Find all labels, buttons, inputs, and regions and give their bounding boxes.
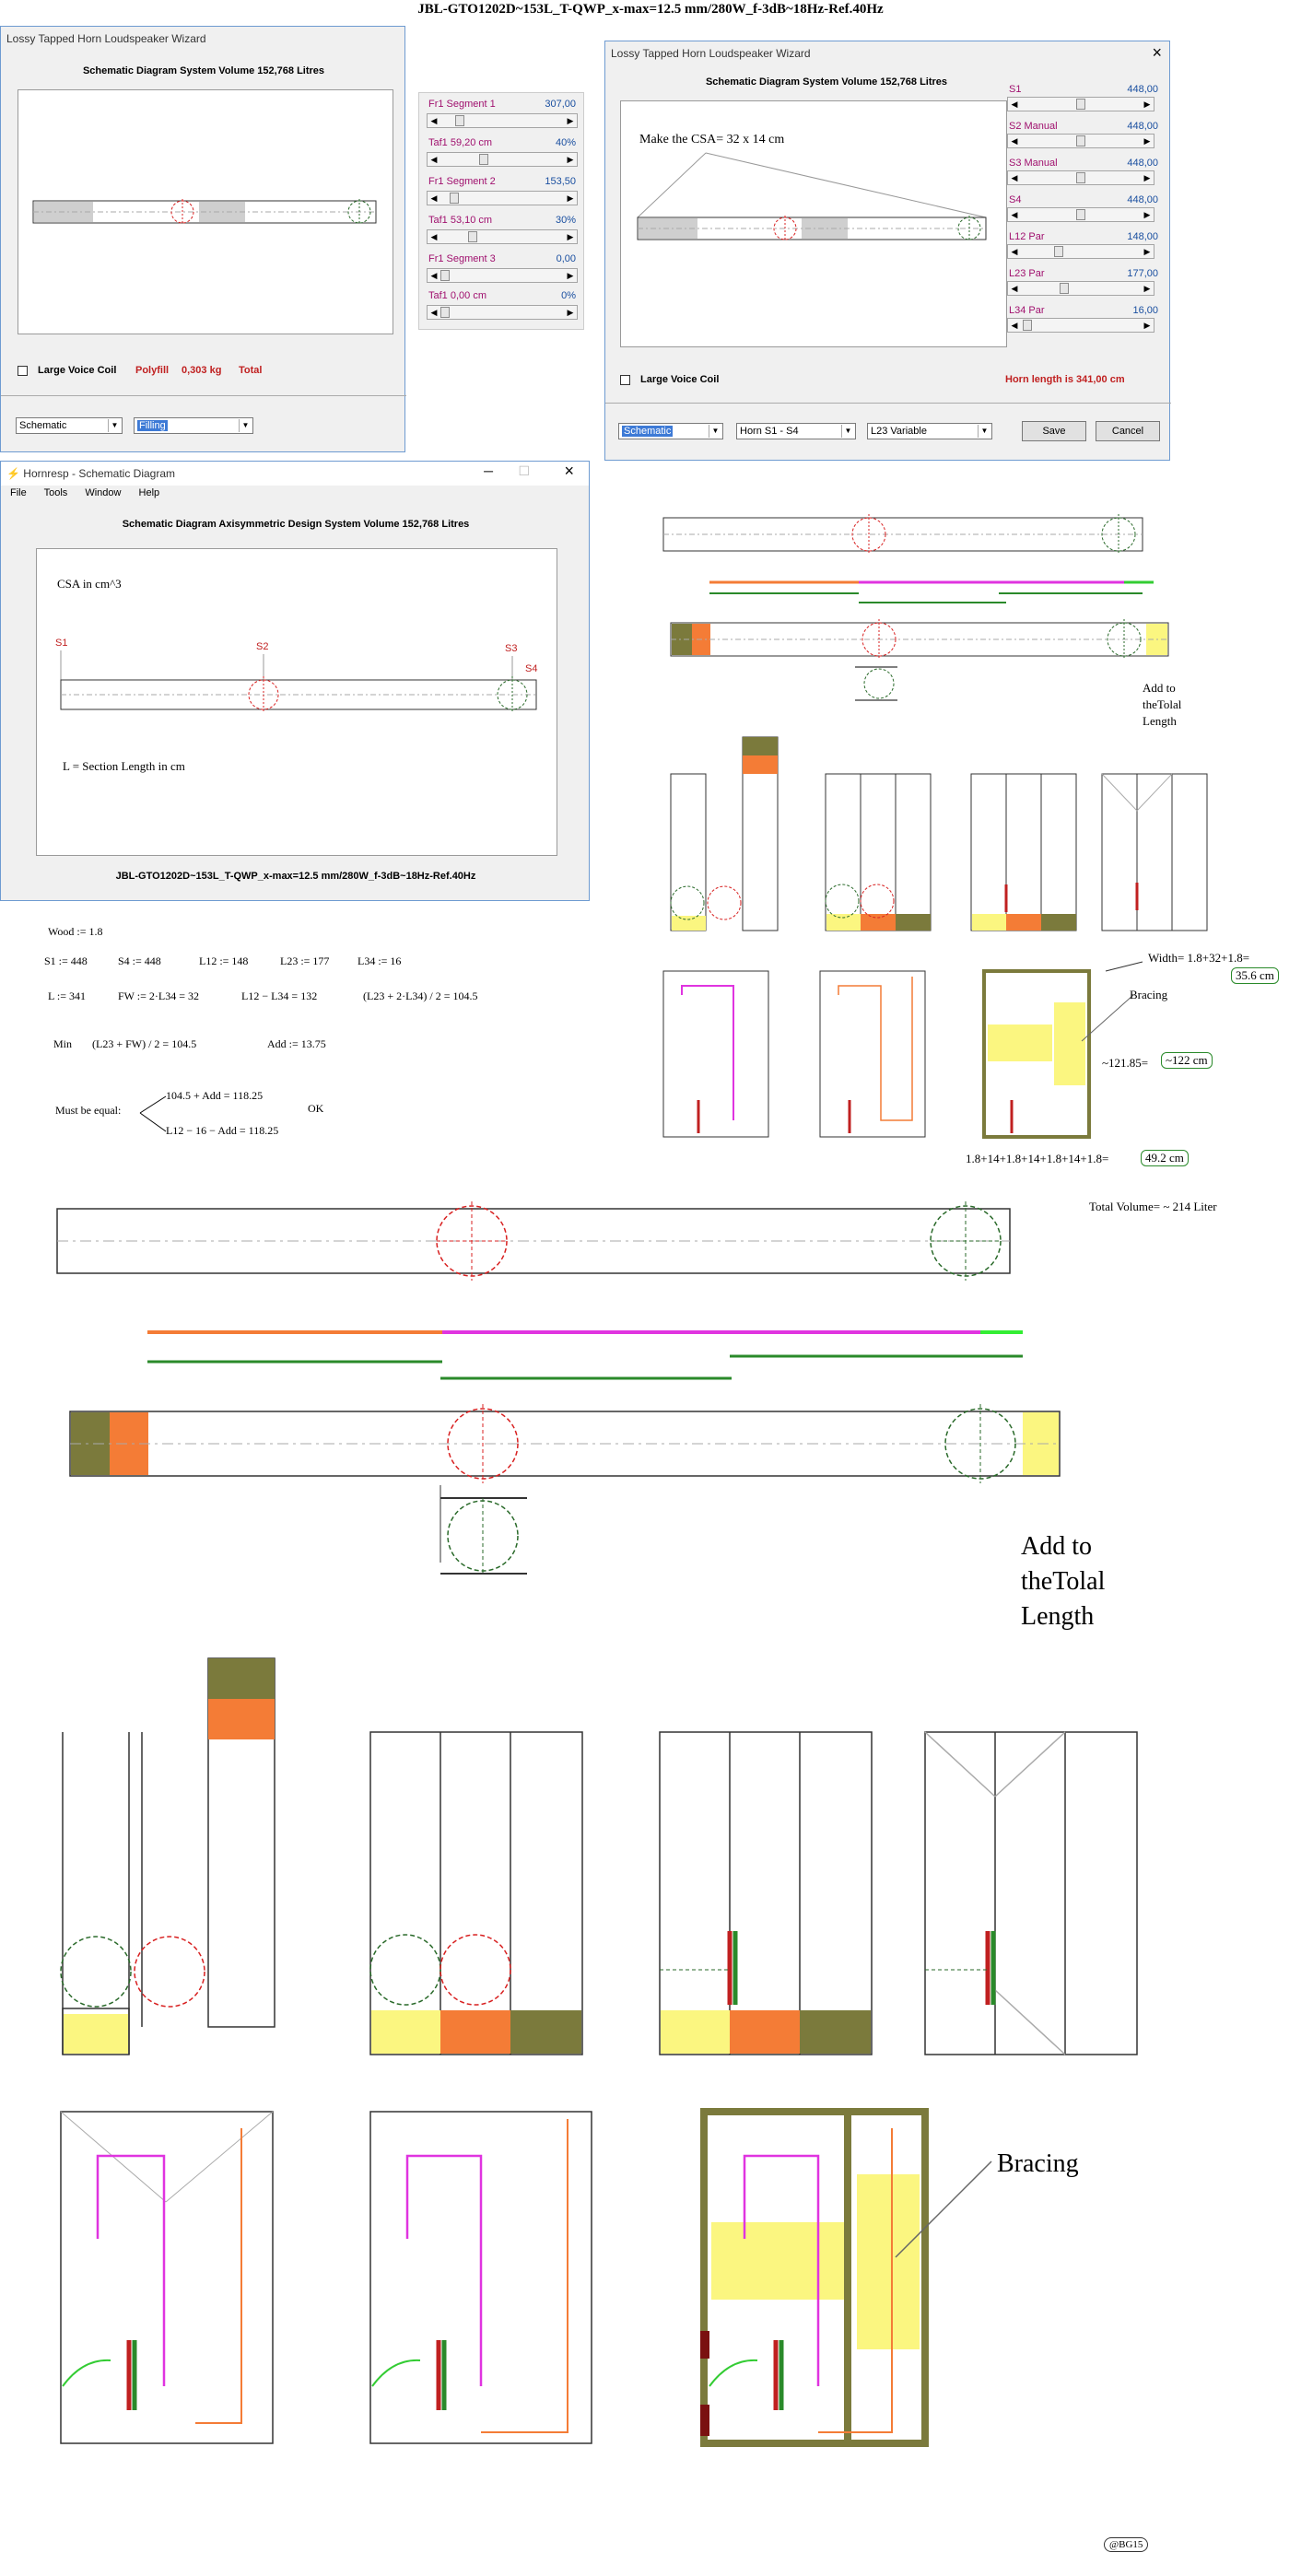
chevron-down-icon: ▼ <box>239 419 252 432</box>
hornresp-window <box>0 461 590 901</box>
wizard-window-2 <box>604 41 1170 461</box>
wizard-window-1 <box>0 26 405 452</box>
param-s3-label: S3 Manual <box>1009 158 1058 169</box>
horn-length-text: Horn length is 341,00 cm <box>1005 374 1125 385</box>
segment-3-value: 0,00 <box>556 253 576 264</box>
param-l12-value: 148,00 <box>1127 231 1158 242</box>
window-title-bar <box>1 462 589 486</box>
combo-value: Schematic <box>624 426 672 437</box>
params-panel <box>1007 84 1162 360</box>
menu-help[interactable]: Help <box>138 487 160 498</box>
add-to-total-line: theTolal <box>1021 1567 1106 1596</box>
separator <box>605 403 1171 404</box>
schematic-svg <box>37 549 557 855</box>
width-expression: Width= 1.8+32+1.8= <box>1148 951 1250 965</box>
width-value: 35.6 cm <box>1231 967 1279 984</box>
large-voice-coil-label: Large Voice Coil <box>640 374 720 385</box>
polyfill-value: 0,303 kg <box>182 365 222 376</box>
taf-1-slider[interactable]: ◀ ▶ <box>427 152 578 167</box>
calc-l23: L23 := 177 <box>280 954 330 967</box>
calc-l12m: L12 − L34 = 132 <box>241 989 318 1002</box>
depth-expression: 1.8+14+1.8+14+1.8+14+1.8= <box>966 1152 1109 1165</box>
chevron-down-icon: ▼ <box>841 425 854 438</box>
calc-s1: S1 := 448 <box>44 954 88 967</box>
calc-equal-label: Must be equal: <box>55 1104 122 1117</box>
add-to-total-line: Add to <box>1143 681 1176 695</box>
filling-combo[interactable] <box>134 417 253 434</box>
cancel-button[interactable]: Cancel <box>1096 421 1160 441</box>
schematic-svg <box>18 90 393 334</box>
param-s1-value: 448,00 <box>1127 84 1158 95</box>
add-to-total-large <box>1021 1529 1105 1634</box>
section-length-note: L = Section Length in cm <box>63 759 185 773</box>
segment-1-slider[interactable]: ◀ ▶ <box>427 113 578 128</box>
bracing-label-large: Bracing <box>997 2149 1079 2178</box>
add-to-total-line: Add to <box>1021 1532 1092 1561</box>
chevron-down-icon: ▼ <box>108 419 121 432</box>
calc-frac: (L23 + 2·L34) / 2 = 104.5 <box>363 989 478 1002</box>
param-s4-slider[interactable]: ◀ ▶ <box>1007 207 1154 222</box>
chevron-down-icon: ▼ <box>709 425 721 438</box>
diagram-heading: Schematic Diagram System Volume 152,768 Litres <box>705 76 948 88</box>
label-s1: S1 <box>55 638 68 649</box>
save-button[interactable]: Save <box>1022 421 1086 441</box>
label-s2: S2 <box>256 641 269 652</box>
label-s4: S4 <box>525 663 538 674</box>
calc-l34: L34 := 16 <box>357 954 402 967</box>
menu-bar <box>10 487 174 498</box>
segment-3-slider[interactable]: ◀ ▶ <box>427 268 578 283</box>
large-drawings-svg <box>0 1198 1301 2488</box>
segment-panel <box>418 92 584 330</box>
taf-3-label: Taf1 0,00 cm <box>428 290 486 301</box>
schematic-panel <box>620 100 1007 347</box>
combo-value: Filling <box>139 420 166 431</box>
minimize-icon[interactable]: ─ <box>484 463 493 478</box>
footer-title: JBL-GTO1202D~153L_T-QWP_x-max=12.5 mm/280W_f-3dB~18Hz-Ref.40Hz <box>115 871 476 882</box>
taf-3-slider[interactable]: ◀ ▶ <box>427 305 578 320</box>
taf-1-label: Taf1 59,20 cm <box>428 137 493 148</box>
param-s2-label: S2 Manual <box>1009 121 1058 132</box>
segment-2-value: 153,50 <box>545 176 576 187</box>
chevron-down-icon: ▼ <box>978 425 990 438</box>
height-expression: ~121.85= <box>1102 1056 1149 1070</box>
separator <box>1 395 406 396</box>
combo-value: Schematic <box>19 420 67 431</box>
combo-value: Horn S1 - S4 <box>740 426 799 437</box>
calc-l12: L12 := 148 <box>199 954 249 967</box>
add-to-total-line: Length <box>1143 714 1177 728</box>
horn-combo[interactable] <box>736 423 856 439</box>
taf-3-value: 0% <box>561 290 576 301</box>
param-l34-label: L34 Par <box>1009 305 1045 316</box>
add-to-total-line: theTolal <box>1143 697 1182 711</box>
large-voice-coil-checkbox[interactable] <box>18 366 28 376</box>
menu-window[interactable]: Window <box>85 487 122 498</box>
param-s3-slider[interactable]: ◀ ▶ <box>1007 170 1154 185</box>
param-l12-slider[interactable]: ◀ ▶ <box>1007 244 1154 259</box>
param-s4-value: 448,00 <box>1127 194 1158 205</box>
combo-value: L23 Variable <box>871 426 927 437</box>
polyfill-total: Total <box>239 365 263 376</box>
segment-1-label: Fr1 Segment 1 <box>428 99 496 110</box>
param-l34-value: 16,00 <box>1132 305 1158 316</box>
view-combo[interactable] <box>618 423 723 439</box>
param-l23-value: 177,00 <box>1127 268 1158 279</box>
schematic-panel <box>36 548 557 856</box>
small-drawings-svg <box>645 498 1290 1198</box>
calc-min-expr: (L23 + FW) / 2 = 104.5 <box>92 1037 197 1050</box>
diagram-heading: Schematic Diagram System Volume 152,768 Litres <box>82 65 325 76</box>
view-combo[interactable] <box>16 417 123 434</box>
schematic-svg <box>621 101 1006 346</box>
menu-file[interactable]: File <box>10 487 27 498</box>
page-title: JBL-GTO1202D~153L_T-QWP_x-max=12.5 mm/280W_f-3dB~18Hz-Ref.40Hz <box>417 2 884 17</box>
taf-1-value: 40% <box>555 137 576 148</box>
calc-wood: Wood := 1.8 <box>48 925 103 938</box>
window-title: Hornresp - Schematic Diagram <box>23 467 176 480</box>
height-value: ~122 cm <box>1161 1052 1213 1069</box>
close-icon[interactable]: × <box>1152 43 1162 62</box>
csa-annotation: Make the CSA= 32 x 14 cm <box>639 133 785 146</box>
param-l23-label: L23 Par <box>1009 268 1045 279</box>
calc-min-label: Min <box>53 1037 73 1050</box>
param-s1-label: S1 <box>1009 84 1022 95</box>
window-title: Lossy Tapped Horn Loudspeaker Wizard <box>611 47 811 60</box>
l23-combo[interactable] <box>867 423 992 439</box>
calc-l: L := 341 <box>48 989 86 1002</box>
schematic-panel <box>18 89 393 334</box>
polyfill-label: Polyfill <box>135 365 170 376</box>
window-title: Lossy Tapped Horn Loudspeaker Wizard <box>6 32 206 45</box>
segment-3-label: Fr1 Segment 3 <box>428 253 496 264</box>
param-l34-slider[interactable]: ◀ ▶ <box>1007 318 1154 333</box>
segment-2-slider[interactable]: ◀ ▶ <box>427 191 578 205</box>
close-icon[interactable]: × <box>564 462 574 480</box>
total-volume: Total Volume= ~ 214 Liter <box>1089 1200 1217 1213</box>
depth-value: 49.2 cm <box>1141 1150 1189 1166</box>
param-s2-value: 448,00 <box>1127 121 1158 132</box>
param-l12-label: L12 Par <box>1009 231 1045 242</box>
segment-1-value: 307,00 <box>545 99 576 110</box>
menu-tools[interactable]: Tools <box>43 487 68 498</box>
calc-s4: S4 := 448 <box>118 954 161 967</box>
segment-2-label: Fr1 Segment 2 <box>428 176 496 187</box>
param-s3-value: 448,00 <box>1127 158 1158 169</box>
app-icon: ⚡ <box>6 467 20 480</box>
param-l23-slider[interactable]: ◀ ▶ <box>1007 281 1154 296</box>
label-s3: S3 <box>505 643 518 654</box>
signature-badge: @BG15 <box>1104 2537 1148 2552</box>
param-s2-slider[interactable]: ◀ ▶ <box>1007 134 1154 148</box>
diagram-heading: Schematic Diagram Axisymmetric Design System Volume 152,768 Litres <box>122 519 470 530</box>
large-voice-coil-label: Large Voice Coil <box>38 365 117 376</box>
calc-ok: OK <box>308 1102 324 1115</box>
maximize-icon[interactable]: ☐ <box>518 463 530 478</box>
calc-add: Add := 13.75 <box>267 1037 326 1050</box>
calc-eq1: 104.5 + Add = 118.25 <box>166 1089 264 1102</box>
calc-eq2: L12 − 16 − Add = 118.25 <box>166 1124 279 1137</box>
taf-2-value: 30% <box>555 215 576 226</box>
csa-note: CSA in cm^3 <box>57 577 122 591</box>
taf-2-label: Taf1 53,10 cm <box>428 215 493 226</box>
calc-brace-svg <box>138 1095 212 1150</box>
calc-fw: FW := 2·L34 = 32 <box>118 989 199 1002</box>
taf-2-slider[interactable]: ◀ ▶ <box>427 229 578 244</box>
large-voice-coil-checkbox[interactable] <box>620 375 630 385</box>
param-s4-label: S4 <box>1009 194 1022 205</box>
add-to-total-small <box>1143 680 1181 730</box>
bracing-label-small: Bracing <box>1130 988 1168 1001</box>
add-to-total-line: Length <box>1021 1602 1095 1631</box>
param-s1-slider[interactable]: ◀ ▶ <box>1007 97 1154 111</box>
